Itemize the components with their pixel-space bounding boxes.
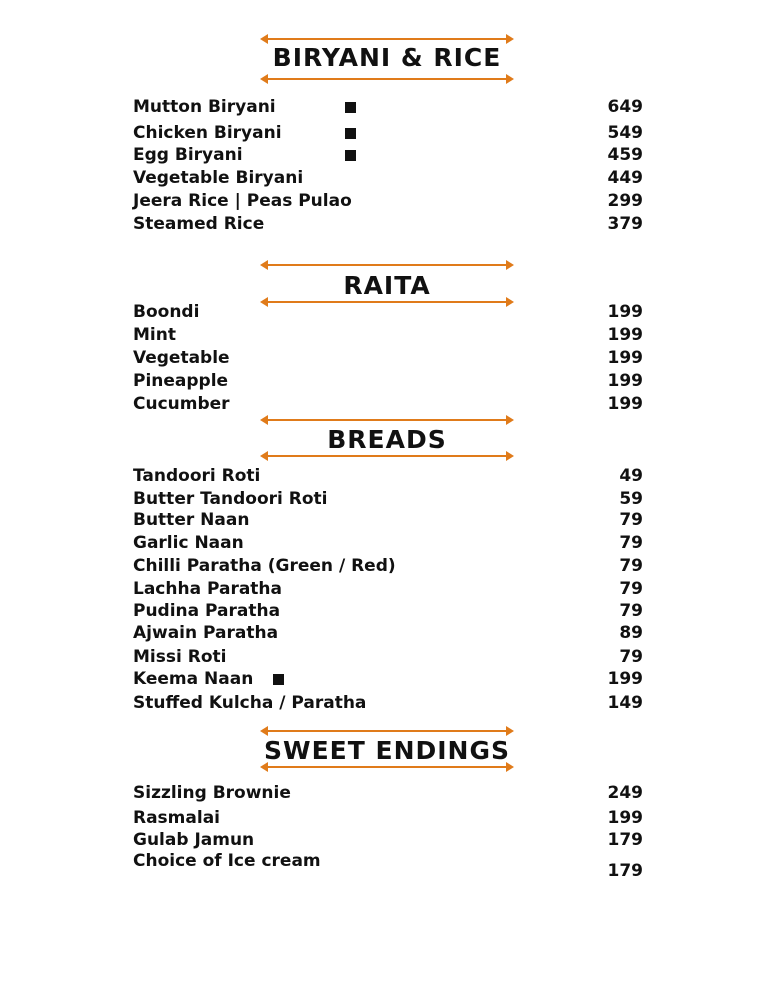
item-name: Garlic Naan bbox=[133, 533, 244, 553]
arrow-divider-bottom bbox=[262, 301, 512, 303]
arrow-divider-bottom bbox=[262, 766, 512, 768]
item-price: 79 bbox=[619, 579, 643, 599]
item-name: Lachha Paratha bbox=[133, 579, 283, 599]
item-name: Boondi bbox=[133, 302, 200, 322]
item-price: 199 bbox=[607, 371, 643, 391]
item-price: 79 bbox=[619, 510, 643, 530]
item-price: 449 bbox=[607, 168, 643, 188]
item-name: Steamed Rice bbox=[133, 214, 265, 234]
item-name: Keema Naan bbox=[133, 669, 254, 689]
item-price: 299 bbox=[607, 191, 643, 211]
item-price: 59 bbox=[619, 489, 643, 509]
section-title-breads: BREADS bbox=[327, 425, 447, 454]
nonveg-marker-icon bbox=[273, 674, 284, 685]
section-header-breads bbox=[262, 417, 512, 461]
item-name: Chilli Paratha (Green / Red) bbox=[133, 556, 396, 576]
item-price: 649 bbox=[607, 97, 643, 117]
item-price: 199 bbox=[607, 325, 643, 345]
section-header-biryani-rice bbox=[262, 36, 512, 80]
item-name: Missi Roti bbox=[133, 647, 227, 667]
item-name: Gulab Jamun bbox=[133, 830, 255, 850]
arrow-divider-top bbox=[262, 730, 512, 732]
section-title-raita: RAITA bbox=[343, 271, 431, 300]
nonveg-marker-icon bbox=[345, 128, 356, 139]
item-price: 459 bbox=[607, 145, 643, 165]
item-name: Choice of Ice cream bbox=[133, 851, 321, 871]
item-price: 199 bbox=[607, 669, 643, 689]
item-name: Egg Biryani bbox=[133, 145, 243, 165]
item-name: Cucumber bbox=[133, 394, 230, 414]
item-price: 179 bbox=[607, 861, 643, 881]
item-name: Pineapple bbox=[133, 371, 229, 391]
item-name: Mint bbox=[133, 325, 176, 345]
item-price: 89 bbox=[619, 623, 643, 643]
item-price: 549 bbox=[607, 123, 643, 143]
item-name: Sizzling Brownie bbox=[133, 783, 291, 803]
item-price: 49 bbox=[619, 466, 643, 486]
item-price: 199 bbox=[607, 808, 643, 828]
item-price: 179 bbox=[607, 830, 643, 850]
item-price: 79 bbox=[619, 556, 643, 576]
item-name: Chicken Biryani bbox=[133, 123, 282, 143]
arrow-divider-bottom bbox=[262, 78, 512, 80]
item-name: Butter Tandoori Roti bbox=[133, 489, 328, 509]
item-name: Stuffed Kulcha / Paratha bbox=[133, 693, 367, 713]
item-name: Pudina Paratha bbox=[133, 601, 281, 621]
section-header-sweet-endings bbox=[262, 728, 512, 772]
section-title-biryani-rice: BIRYANI & RICE bbox=[272, 43, 502, 72]
arrow-divider-top bbox=[262, 419, 512, 421]
item-price: 79 bbox=[619, 601, 643, 621]
arrow-divider-top bbox=[262, 38, 512, 40]
item-name: Vegetable Biryani bbox=[133, 168, 304, 188]
item-price: 199 bbox=[607, 348, 643, 368]
item-price: 79 bbox=[619, 647, 643, 667]
section-title-sweet-endings: SWEET ENDINGS bbox=[264, 736, 510, 765]
item-name: Jeera Rice | Peas Pulao bbox=[133, 191, 352, 211]
item-name: Vegetable bbox=[133, 348, 230, 368]
nonveg-marker-icon bbox=[345, 102, 356, 113]
item-name: Ajwain Paratha bbox=[133, 623, 279, 643]
item-name: Mutton Biryani bbox=[133, 97, 276, 117]
section-header-raita bbox=[262, 262, 512, 306]
item-name: Rasmalai bbox=[133, 808, 220, 828]
arrow-divider-top bbox=[262, 264, 512, 266]
item-price: 379 bbox=[607, 214, 643, 234]
arrow-divider-bottom bbox=[262, 455, 512, 457]
item-price: 199 bbox=[607, 302, 643, 322]
nonveg-marker-icon bbox=[345, 150, 356, 161]
item-name: Butter Naan bbox=[133, 510, 250, 530]
item-price: 149 bbox=[607, 693, 643, 713]
item-name: Tandoori Roti bbox=[133, 466, 261, 486]
item-price: 249 bbox=[607, 783, 643, 803]
item-price: 199 bbox=[607, 394, 643, 414]
item-price: 79 bbox=[619, 533, 643, 553]
